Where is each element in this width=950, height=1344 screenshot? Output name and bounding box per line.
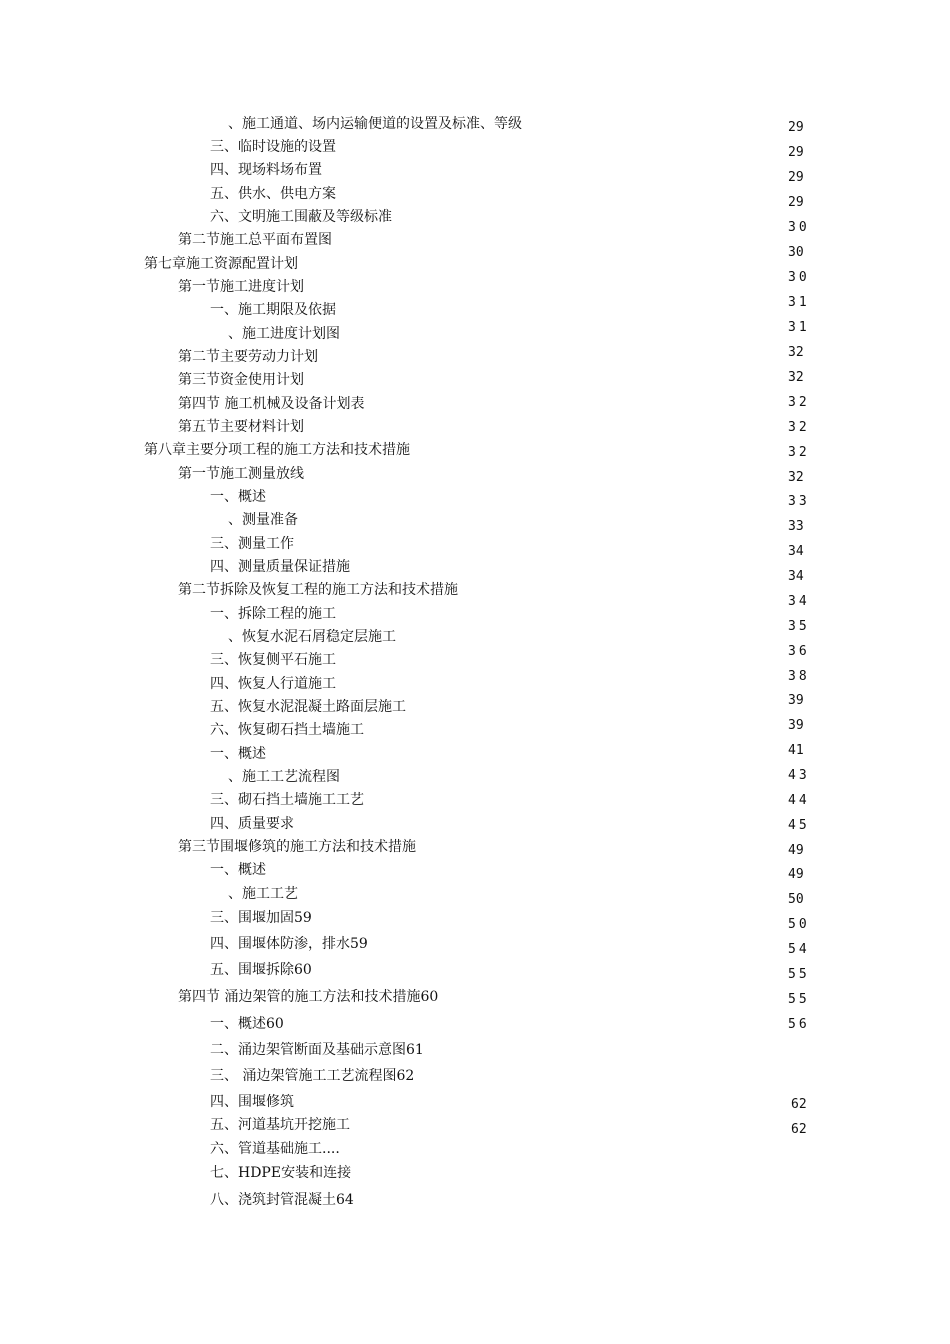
page-number: 30 [788, 270, 810, 285]
page-number: 33 [788, 519, 804, 534]
toc-section: 第五节主要材料计划 [178, 419, 304, 435]
page-number: 44 [788, 793, 810, 808]
page-number: 50 [788, 892, 804, 907]
toc-entry: 三、围堰加固59 [210, 910, 312, 926]
page-number: 29 [788, 195, 804, 210]
toc-entry: 一、概述 [210, 489, 266, 505]
page-number: 31 [788, 320, 810, 335]
toc-entry: 一、概述 [210, 862, 266, 878]
toc-entry: 、恢复水泥石屑稳定层施工 [228, 629, 396, 645]
toc-entry: 、施工进度计划图 [228, 326, 340, 342]
toc-entry: 、测量准备 [228, 512, 298, 528]
toc-entry: 四、围堰修筑 [210, 1094, 294, 1110]
page-number: 29 [788, 170, 804, 185]
toc-entry: 四、质量要求 [210, 816, 294, 832]
page-number: 43 [788, 768, 810, 783]
page-number: 56 [788, 1017, 810, 1032]
page-number: 49 [788, 867, 804, 882]
page-number: 49 [788, 843, 804, 858]
page-number: 45 [788, 818, 810, 833]
page-number: 54 [788, 942, 810, 957]
toc-entry: 六、文明施工围蔽及等级标准 [210, 209, 392, 225]
page-number: 33 [788, 494, 810, 509]
page-number: 32 [788, 445, 810, 460]
toc-entry: 、施工工艺流程图 [228, 769, 340, 785]
toc-entry: 五、围堰拆除60 [210, 962, 312, 978]
page-number: 34 [788, 544, 804, 559]
toc-entry: 四、围堰体防渗，排水59 [210, 936, 368, 952]
toc-entry: 五、供水、供电方案 [210, 186, 336, 202]
toc-section: 第二节拆除及恢复工程的施工方法和技术措施 [178, 582, 458, 598]
page-number: 30 [788, 245, 804, 260]
page-number: 38 [788, 669, 810, 684]
toc-entry: 一、拆除工程的施工 [210, 606, 336, 622]
toc-entry: 五、恢复水泥混凝土路面层施工 [210, 699, 406, 715]
page-number: 50 [788, 917, 810, 932]
page-number: 62 [791, 1122, 807, 1137]
page-number: 41 [788, 743, 804, 758]
toc-entry: 一、概述60 [210, 1016, 284, 1032]
toc-section: 第一节施工测量放线 [178, 466, 304, 482]
toc-entry: 五、河道基坑开挖施工 [210, 1117, 350, 1133]
toc-section: 第二节施工总平面布置图 [178, 232, 332, 248]
page-number: 30 [788, 220, 810, 235]
page-number: 39 [788, 693, 804, 708]
toc-entry: 二、涌边架管断面及基础示意图61 [210, 1042, 424, 1058]
page-number: 32 [788, 395, 810, 410]
toc-section: 第四节 施工机械及设备计划表 [178, 396, 365, 412]
toc-section: 第四节 涌边架管的施工方法和技术措施60 [178, 989, 439, 1005]
page-number: 32 [788, 470, 804, 485]
toc-entry: 、施工工艺 [228, 886, 298, 902]
page-number: 32 [788, 345, 804, 360]
toc-entry: 六、恢复砌石挡土墙施工 [210, 722, 364, 738]
toc-chapter: 第七章施工资源配置计划 [144, 256, 298, 272]
page-number: 31 [788, 295, 810, 310]
toc-entry: 三、砌石挡土墙施工工艺 [210, 792, 364, 808]
toc-entry: 四、恢复人行道施工 [210, 676, 336, 692]
toc-entry: 一、施工期限及依据 [210, 302, 336, 318]
page-number: 34 [788, 594, 810, 609]
toc-entry: 三、测量工作 [210, 536, 294, 552]
page-number: 62 [791, 1097, 807, 1112]
page-number: 29 [788, 120, 804, 135]
toc-section: 第一节施工进度计划 [178, 279, 304, 295]
page-number: 55 [788, 967, 810, 982]
page-number: 36 [788, 644, 810, 659]
toc-entry: 八、浇筑封管混凝土64 [210, 1192, 354, 1208]
toc-section: 第二节主要劳动力计划 [178, 349, 318, 365]
page-number: 39 [788, 718, 804, 733]
toc-entry: 、施工通道、场内运输便道的设置及标准、等级 [228, 116, 522, 132]
page-number: 32 [788, 420, 810, 435]
page-number: 32 [788, 370, 804, 385]
toc-entry: 一、概述 [210, 746, 266, 762]
page-number: 29 [788, 145, 804, 160]
page-number: 35 [788, 619, 810, 634]
toc-entry: 四、现场料场布置 [210, 162, 322, 178]
toc-entry: 七、HDPE安装和连接 [210, 1165, 352, 1181]
toc-entry: 四、测量质量保证措施 [210, 559, 350, 575]
page-number: 55 [788, 992, 810, 1007]
toc-entry: 三、临时设施的设置 [210, 139, 336, 155]
toc-entry: 三、恢复侧平石施工 [210, 652, 336, 668]
toc-section: 第三节资金使用计划 [178, 372, 304, 388]
page-number: 34 [788, 569, 804, 584]
toc-chapter: 第八章主要分项工程的施工方法和技术措施 [144, 442, 410, 458]
toc-section: 第三节围堰修筑的施工方法和技术措施 [178, 839, 416, 855]
toc-entry: 六、管道基础施工.... [210, 1141, 340, 1157]
toc-entry: 三、 涌边架管施工工艺流程图62 [210, 1068, 415, 1084]
